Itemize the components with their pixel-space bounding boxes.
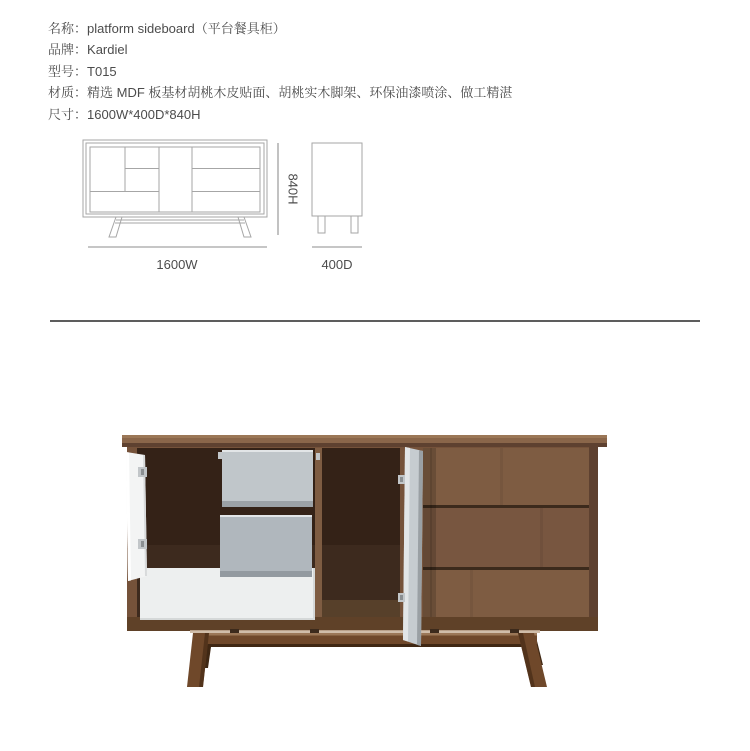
colon: ： <box>74 63 88 79</box>
front-view-compartments <box>90 147 260 212</box>
field-name-value: platform sideboard（平台餐具柜） <box>87 21 286 36</box>
door-hinge <box>398 593 405 602</box>
field-size-value: 1600W*400D*840H <box>87 106 201 122</box>
hinge-pin <box>316 453 320 460</box>
field-model <box>48 61 708 82</box>
depth-dimension-label: 400D <box>321 257 353 272</box>
front-view-inner <box>86 143 264 214</box>
product-photo <box>100 425 620 700</box>
door-hinge <box>138 539 147 549</box>
base-gap <box>190 630 540 633</box>
colon: ： <box>74 85 88 101</box>
door-hinge <box>398 475 405 484</box>
field-brand <box>48 39 708 60</box>
left-open-door <box>126 452 147 581</box>
colon: ： <box>74 42 88 58</box>
hinge-pin <box>218 452 222 459</box>
right-drawer-stack <box>423 448 589 617</box>
front-view-outer <box>83 140 267 217</box>
width-dimension-label: 1600W <box>156 257 198 272</box>
colon: ： <box>74 106 88 122</box>
colon: ： <box>74 21 88 36</box>
walnut-drawer-1 <box>423 448 589 505</box>
field-name <box>48 18 708 39</box>
cabinet-right-frame <box>589 447 598 631</box>
field-brand-label: 品牌 <box>48 42 75 58</box>
field-model-label: 型号 <box>48 63 75 79</box>
gray-drawer-lower <box>220 515 312 577</box>
field-material-label: 材质 <box>48 85 75 101</box>
base-frame <box>187 633 547 687</box>
field-size <box>48 104 708 125</box>
walnut-drawer-3 <box>423 570 589 617</box>
height-dimension-label: 840H <box>285 173 301 205</box>
center-divider-panel <box>315 448 322 622</box>
cabinet-top <box>122 435 607 447</box>
side-view-legs <box>318 216 358 233</box>
field-size-label: 尺寸 <box>48 106 75 122</box>
section-divider <box>50 320 700 322</box>
side-view-outline <box>312 143 362 216</box>
front-view-legs <box>109 217 251 237</box>
field-material <box>48 82 708 103</box>
gray-drawer-upper <box>222 450 313 507</box>
dimension-diagram <box>60 133 395 278</box>
field-name-label: 名称 <box>48 21 75 36</box>
field-material-value: 精选 MDF 板基材胡桃木皮贴面、胡桃实木脚架、环保油漆喷涂、做工精湛 <box>87 85 513 101</box>
walnut-drawer-2 <box>423 508 589 567</box>
product-info <box>48 18 708 125</box>
field-model-value: T015 <box>87 63 117 79</box>
field-brand-value: Kardiel <box>87 42 128 58</box>
door-hinge <box>138 467 147 477</box>
